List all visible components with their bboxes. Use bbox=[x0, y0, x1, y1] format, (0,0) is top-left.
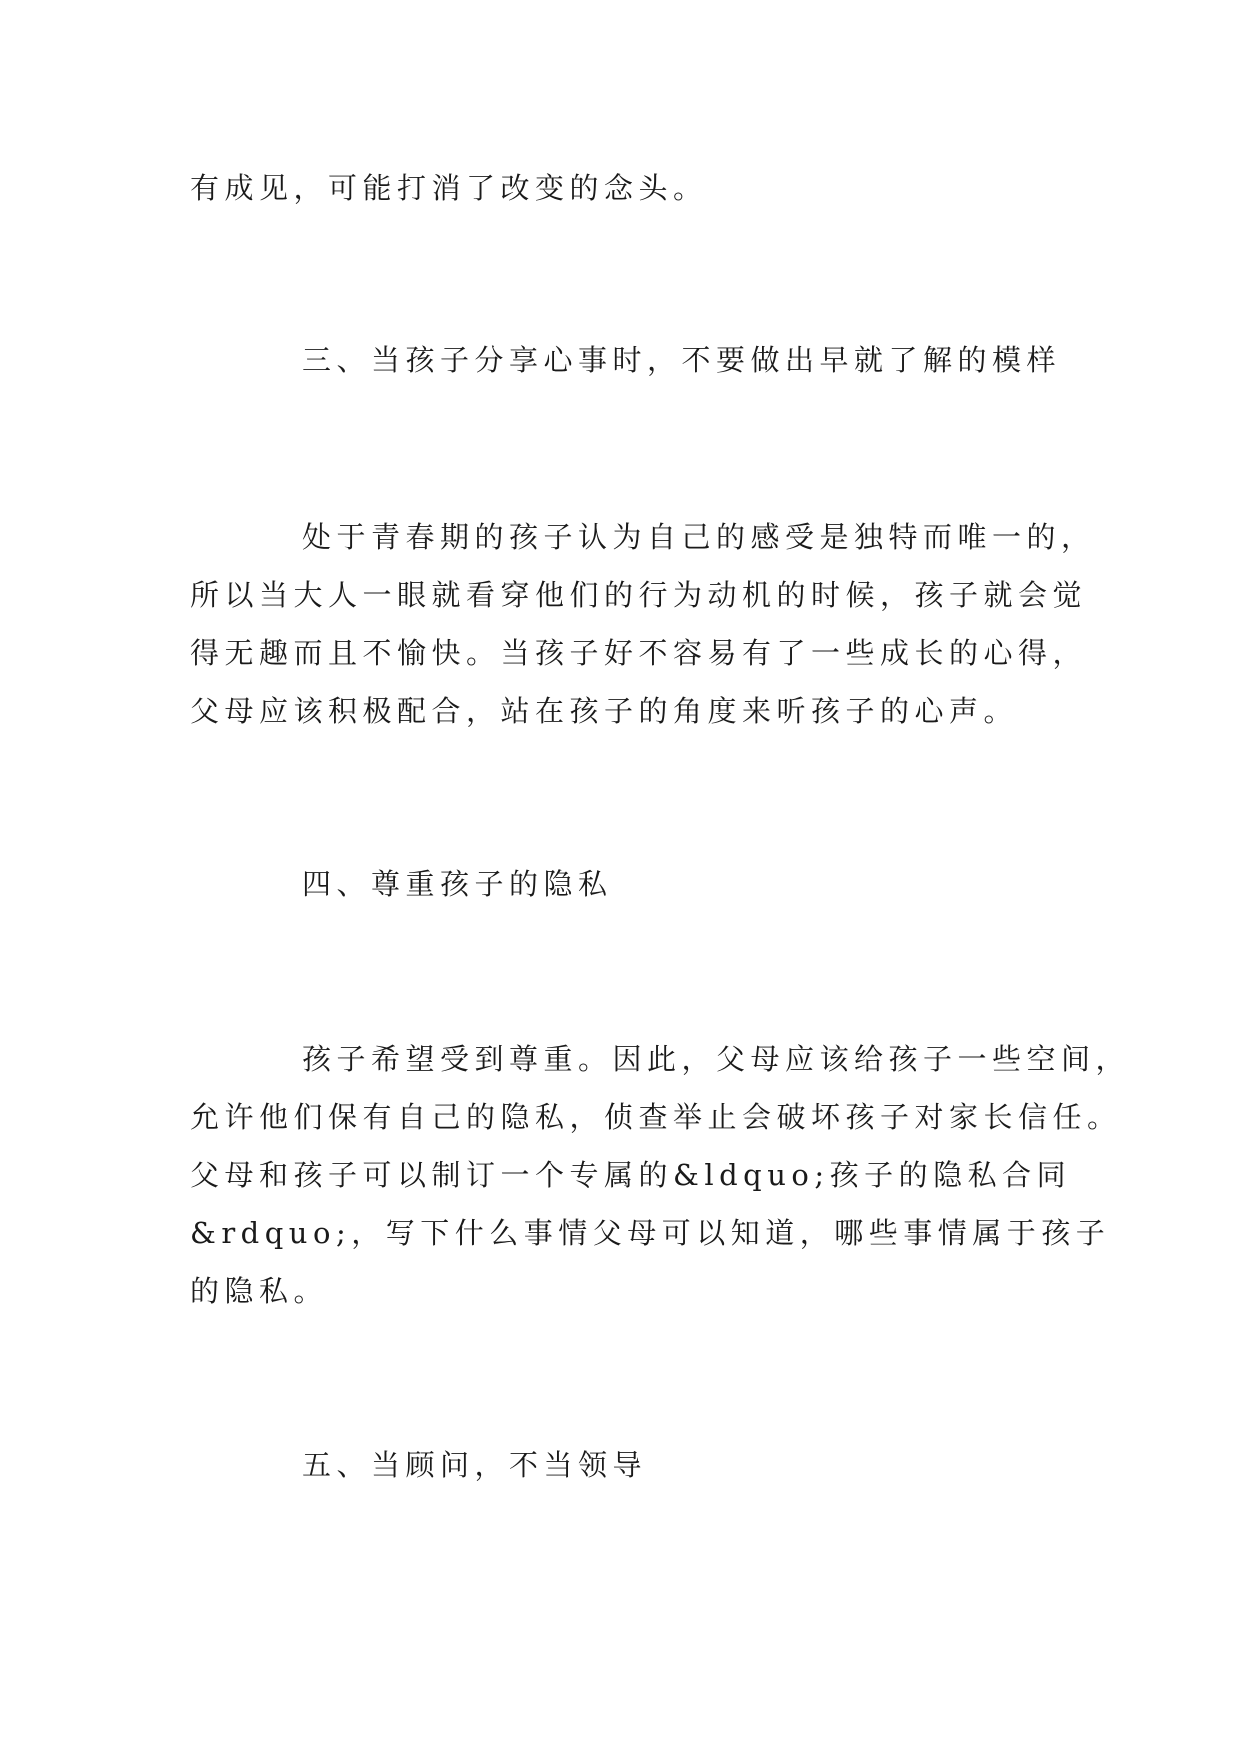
paragraph-line: 处于青春期的孩子认为自己的感受是独特而唯一的， bbox=[302, 520, 1096, 554]
paragraph-line: 允许他们保有自己的隐私，侦查举止会破坏孩子对家长信任。 bbox=[190, 1100, 1122, 1134]
paragraph-line: 的隐私。 bbox=[190, 1274, 329, 1308]
section-heading-3: 三、当孩子分享心事时，不要做出早就了解的模样 bbox=[302, 343, 1062, 377]
paragraph-line: 有成见，可能打消了改变的念头。 bbox=[190, 171, 708, 205]
paragraph-line: 父母和孩子可以制订一个专属的&ldquo;孩子的隐私合同 bbox=[190, 1158, 1072, 1192]
paragraph-line: &rdquo;，写下什么事情父母可以知道，哪些事情属于孩子 bbox=[190, 1216, 1111, 1250]
section-heading-4: 四、尊重孩子的隐私 bbox=[302, 867, 613, 901]
section-heading-5: 五、当顾问，不当领导 bbox=[302, 1448, 648, 1482]
paragraph-line: 孩子希望受到尊重。因此，父母应该给孩子一些空间， bbox=[302, 1042, 1131, 1076]
paragraph-line: 所以当大人一眼就看穿他们的行为动机的时候，孩子就会觉 bbox=[190, 578, 1088, 612]
paragraph-line: 父母应该积极配合，站在孩子的角度来听孩子的心声。 bbox=[190, 694, 1019, 728]
paragraph-line: 得无趣而且不愉快。当孩子好不容易有了一些成长的心得， bbox=[190, 636, 1088, 670]
